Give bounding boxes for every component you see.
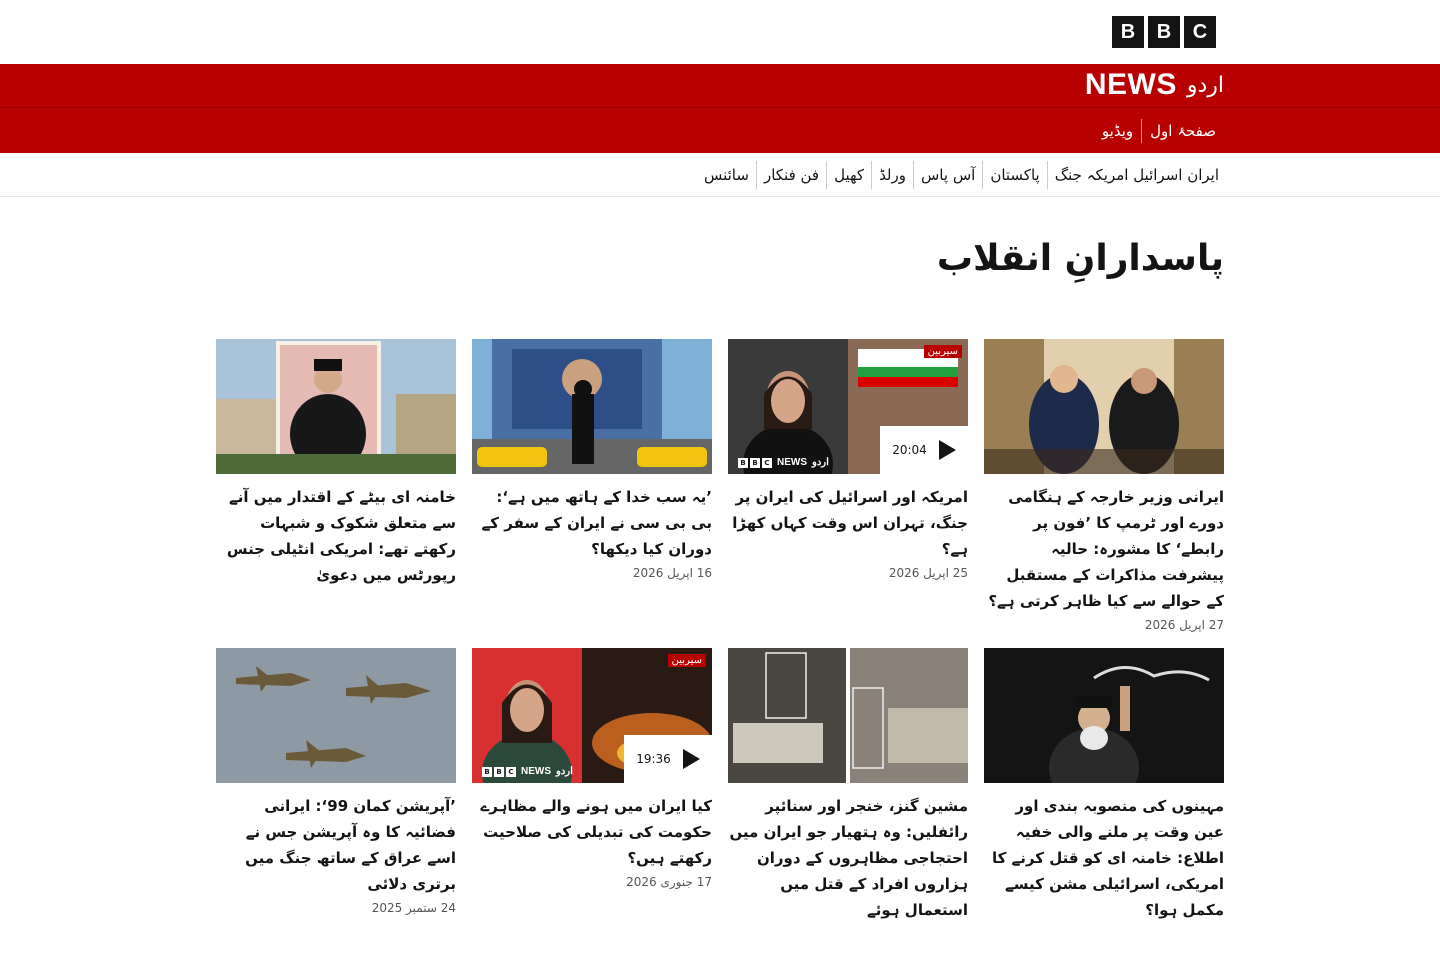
story-headline[interactable]: مشین گنز، خنجر اور سنائپر رائفلیں: وہ ہتھیار جو ایران میں احتجاجی مظاہروں کے دوران ہزاروں افراد کے قتل میں استعمال ہوئے [729,797,968,919]
story-card[interactable] [472,648,712,957]
story-headline[interactable]: ’آپریشن کمان 99‘: ایرانی فضائیہ کا وہ آپریشن جس نے اسے عراق کے ساتھ جنگ میں برتری دلائی [245,797,456,893]
story-date: 27 اپریل 2026 [1144,618,1224,632]
brand-language: اردو [1186,72,1224,98]
subnav-item[interactable]: آس پاس [914,161,983,189]
story-card[interactable] [984,648,1224,957]
bbc-logo[interactable] [1112,16,1216,48]
watermark-news: NEWS [777,457,807,468]
story-image[interactable] [728,339,968,474]
bbc-news-watermark: B B C NEWS اردو [738,457,829,468]
video-duration: 19:36 [636,752,671,766]
secondary-nav [0,153,1440,197]
subnav-item[interactable]: سائنس [697,161,757,189]
story-headline[interactable]: امریکہ اور اسرائیل کی ایران پر جنگ، تہران اس وقت کہاں کھڑا ہے؟ [732,488,968,558]
video-badge[interactable] [880,426,968,474]
story-date: 16 اپریل 2026 [632,566,712,580]
story-card[interactable] [216,648,456,957]
program-badge: سیربین [924,345,962,358]
subnav-item[interactable]: کھیل [827,161,872,189]
story-card[interactable] [216,339,456,648]
story-headline[interactable]: کیا ایران میں ہونے والے مظاہرے حکومت کی تبدیلی کی صلاحیت رکھتے ہیں؟ [480,797,712,867]
story-image[interactable] [216,648,456,783]
primary-nav [1094,108,1224,153]
subnav-item[interactable]: فن فنکار [757,161,827,189]
story-image[interactable] [216,339,456,474]
story-date: 24 ستمبر 2025 [371,901,456,915]
watermark-lang: اردو [812,457,829,468]
video-badge[interactable] [624,735,712,783]
story-image[interactable] [984,339,1224,474]
story-image[interactable] [472,648,712,783]
play-icon [683,749,700,769]
page-title: پاسدارانِ انقلاب [936,238,1224,279]
watermark-lang: اردو [556,766,573,777]
story-image[interactable] [472,339,712,474]
story-headline[interactable]: خامنہ ای بیٹے کے اقتدار میں آنے سے متعلق شکوک و شبہات رکھتے تھے: امریکی انٹیلی جنس رپورٹس میں دعویٰ [226,488,456,584]
story-card[interactable] [472,339,712,648]
logo-letter: B [1148,16,1180,48]
news-urdu-brand[interactable] [1085,68,1224,102]
story-card[interactable] [728,648,968,957]
subnav-item[interactable]: پاکستان [983,161,1047,189]
subnav-item[interactable]: ورلڈ [872,161,914,189]
brand-bar [0,64,1440,153]
site-header [0,0,1440,64]
video-duration: 20:04 [892,443,927,457]
story-card[interactable] [984,339,1224,648]
story-headline[interactable]: ایرانی وزیر خارجہ کے ہنگامی دورے اور ٹرمپ کا ’فون پر رابطے‘ کا مشورہ: حالیہ پیشرفت مذاکرات کے مستقبل کے حوالے سے کیا ظاہر کرتی ہے؟ [988,488,1224,610]
brand-news: NEWS [1084,68,1177,101]
story-image[interactable] [728,648,968,783]
story-date: 25 اپریل 2026 [888,566,968,580]
play-icon [939,440,956,460]
logo-letter: C [1184,16,1216,48]
program-badge: سیربین [668,654,706,667]
story-headline[interactable]: مہینوں کی منصوبہ بندی اور عین وقت پر ملنے والی خفیہ اطلاع: خامنہ ای کو قتل کرنے کا امریکی، اسرائیلی مشن کیسے مکمل ہوا؟ [991,797,1224,919]
story-image[interactable] [984,648,1224,783]
subnav-item[interactable]: ایران اسرائیل امریکہ جنگ [1054,166,1219,184]
logo-letter: B [1112,16,1144,48]
nav-video[interactable]: ویڈیو [1094,119,1142,143]
story-card[interactable] [728,339,968,648]
bbc-news-watermark: B B C NEWS اردو [482,766,573,777]
story-date: 17 جنوری 2026 [626,875,712,889]
story-grid [216,339,1224,957]
watermark-news: NEWS [521,766,551,777]
story-headline[interactable]: ’یہ سب خدا کے ہاتھ میں ہے‘: بی بی سی نے ایران کے سفر کے دوران کیا دیکھا؟ [481,488,712,558]
nav-home[interactable]: صفحۂ اول [1150,121,1216,140]
